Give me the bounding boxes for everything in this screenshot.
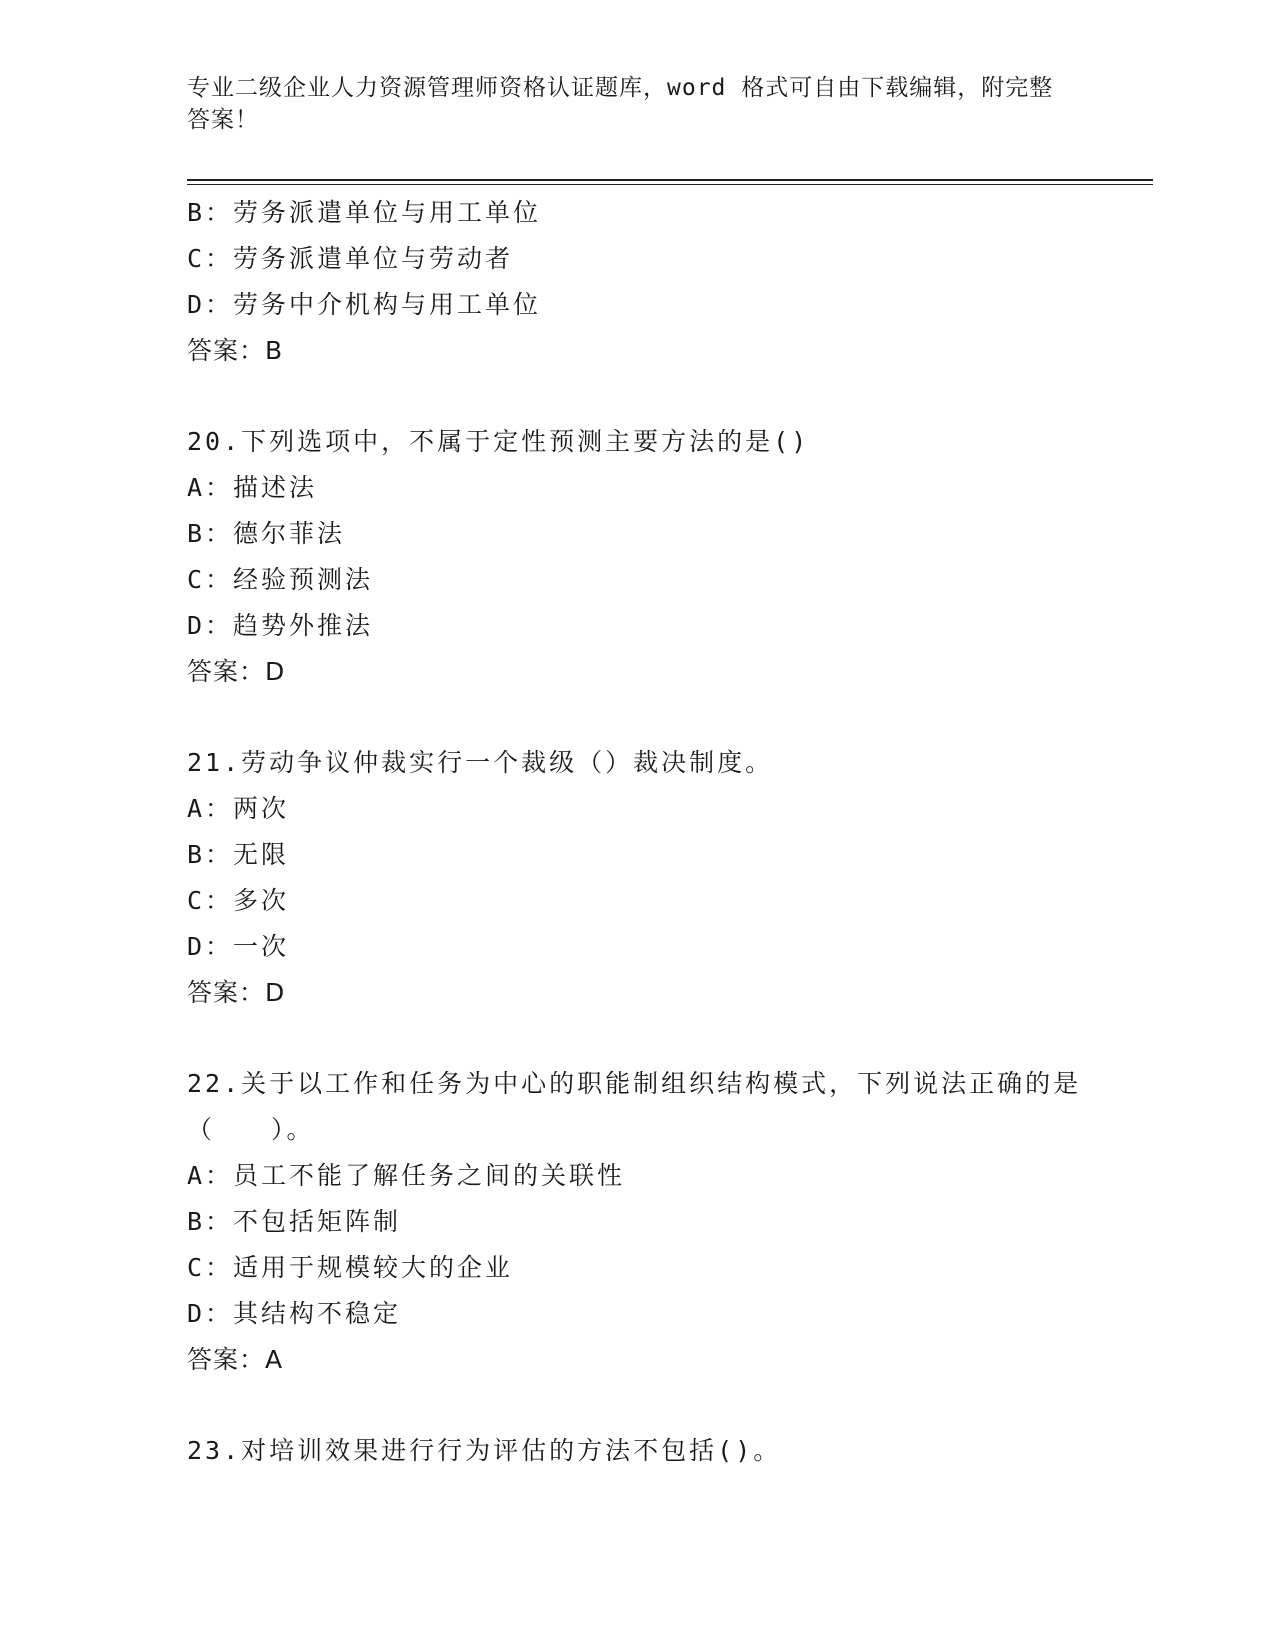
option-a: A：员工不能了解任务之间的关联性 [187, 1161, 626, 1190]
question-text: 22.关于以工作和任务为中心的职能制组织结构模式，下列说法正确的是（ ）。 [187, 1069, 1082, 1144]
header-rule-thick [187, 179, 1153, 181]
option-d: D：其结构不稳定 [187, 1299, 402, 1328]
header-rule-thin [187, 184, 1153, 185]
option-d: D：趋势外推法 [187, 611, 374, 640]
option-c: C：适用于规模较大的企业 [187, 1253, 514, 1282]
option-b: B：劳务派遣单位与用工单位 [187, 198, 542, 227]
option-a: A：两次 [187, 794, 290, 823]
question-19 [187, 190, 1153, 374]
question-text: 23.对培训效果进行行为评估的方法不包括()。 [187, 1436, 782, 1465]
document-header: 专业二级企业人力资源管理师资格认证题库，word 格式可自由下载编辑，附完整答案！ [187, 75, 1054, 133]
question-text: 21.劳动争议仲裁实行一个裁级（）裁决制度。 [187, 748, 774, 777]
answer: 答案：B [187, 336, 284, 365]
answer: 答案：A [187, 1345, 284, 1374]
option-d: D：一次 [187, 932, 290, 961]
option-b: B：无限 [187, 840, 290, 869]
option-c: C：经验预测法 [187, 565, 374, 594]
option-a: A：描述法 [187, 473, 318, 502]
option-b: B：德尔菲法 [187, 519, 346, 548]
question-list [187, 190, 1153, 1474]
question-20 [187, 419, 1153, 695]
option-c: C：多次 [187, 886, 290, 915]
option-b: B：不包括矩阵制 [187, 1207, 402, 1236]
answer: 答案：D [187, 978, 286, 1007]
question-text: 20.下列选项中，不属于定性预测主要方法的是() [187, 427, 810, 456]
question-21 [187, 740, 1153, 1016]
option-d: D：劳务中介机构与用工单位 [187, 290, 542, 319]
option-c: C：劳务派遣单位与劳动者 [187, 244, 514, 273]
question-22 [187, 1061, 1153, 1383]
answer: 答案：D [187, 657, 286, 686]
question-23 [187, 1428, 1153, 1474]
